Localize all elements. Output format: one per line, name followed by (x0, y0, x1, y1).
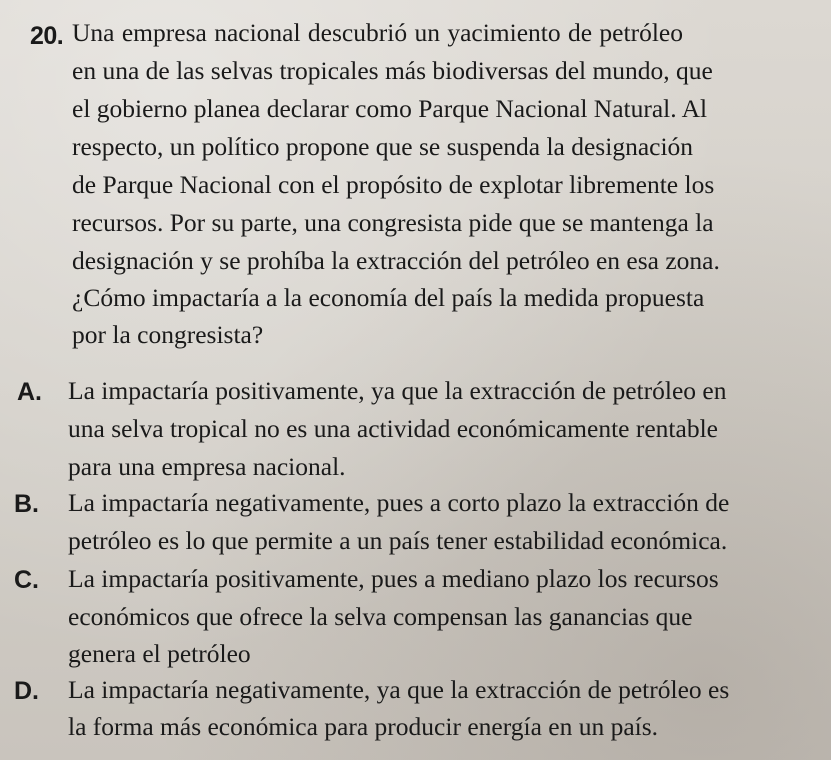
option-line: La impactaría positivamente, ya que la extracción de petróleo en (68, 376, 727, 405)
question-line: el gobierno planea declarar como Parque Nacional Natural. Al (72, 94, 708, 123)
question-line: en una de las selvas tropicales más biodiversas del mundo, que (72, 56, 713, 85)
question-number: 20. (30, 22, 64, 50)
question-line: Una empresa nacional descubrió un yacimiento de petróleo (72, 18, 683, 47)
option-line: para una empresa nacional. (68, 452, 346, 481)
question-line: de Parque Nacional con el propósito de explotar libremente los (72, 170, 715, 199)
question-line: recursos. Por su parte, una congresista pide que se mantenga la (72, 208, 714, 237)
option-line: económicos que ofrece la selva compensan las ganancias que (68, 602, 693, 631)
question-line: respecto, un político propone que se suspenda la designación (72, 132, 694, 161)
option-line: una selva tropical no es una actividad económicamente rentable (68, 414, 718, 443)
option-line: genera el petróleo (68, 639, 251, 668)
question-line: designación y se prohíba la extracción del petróleo en esa zona. (72, 246, 720, 275)
question-line: ¿Cómo impactaría a la economía del país la medida propuesta (72, 283, 705, 312)
option-letter: C. (14, 566, 39, 594)
option-letter: D. (14, 677, 39, 705)
option-line: La impactaría negativamente, ya que la extracción de petróleo es (68, 675, 730, 704)
option-line: La impactaría positivamente, pues a mediano plazo los recursos (68, 564, 719, 593)
option-line: La impactaría negativamente, pues a corto plazo la extracción de (68, 488, 730, 517)
option-letter: A. (17, 378, 42, 406)
question-line: por la congresista? (72, 320, 264, 349)
option-letter: B. (14, 490, 39, 518)
option-line: petróleo es lo que permite a un país tener estabilidad económica. (68, 526, 728, 555)
option-line: la forma más económica para producir energía en un país. (68, 712, 659, 741)
